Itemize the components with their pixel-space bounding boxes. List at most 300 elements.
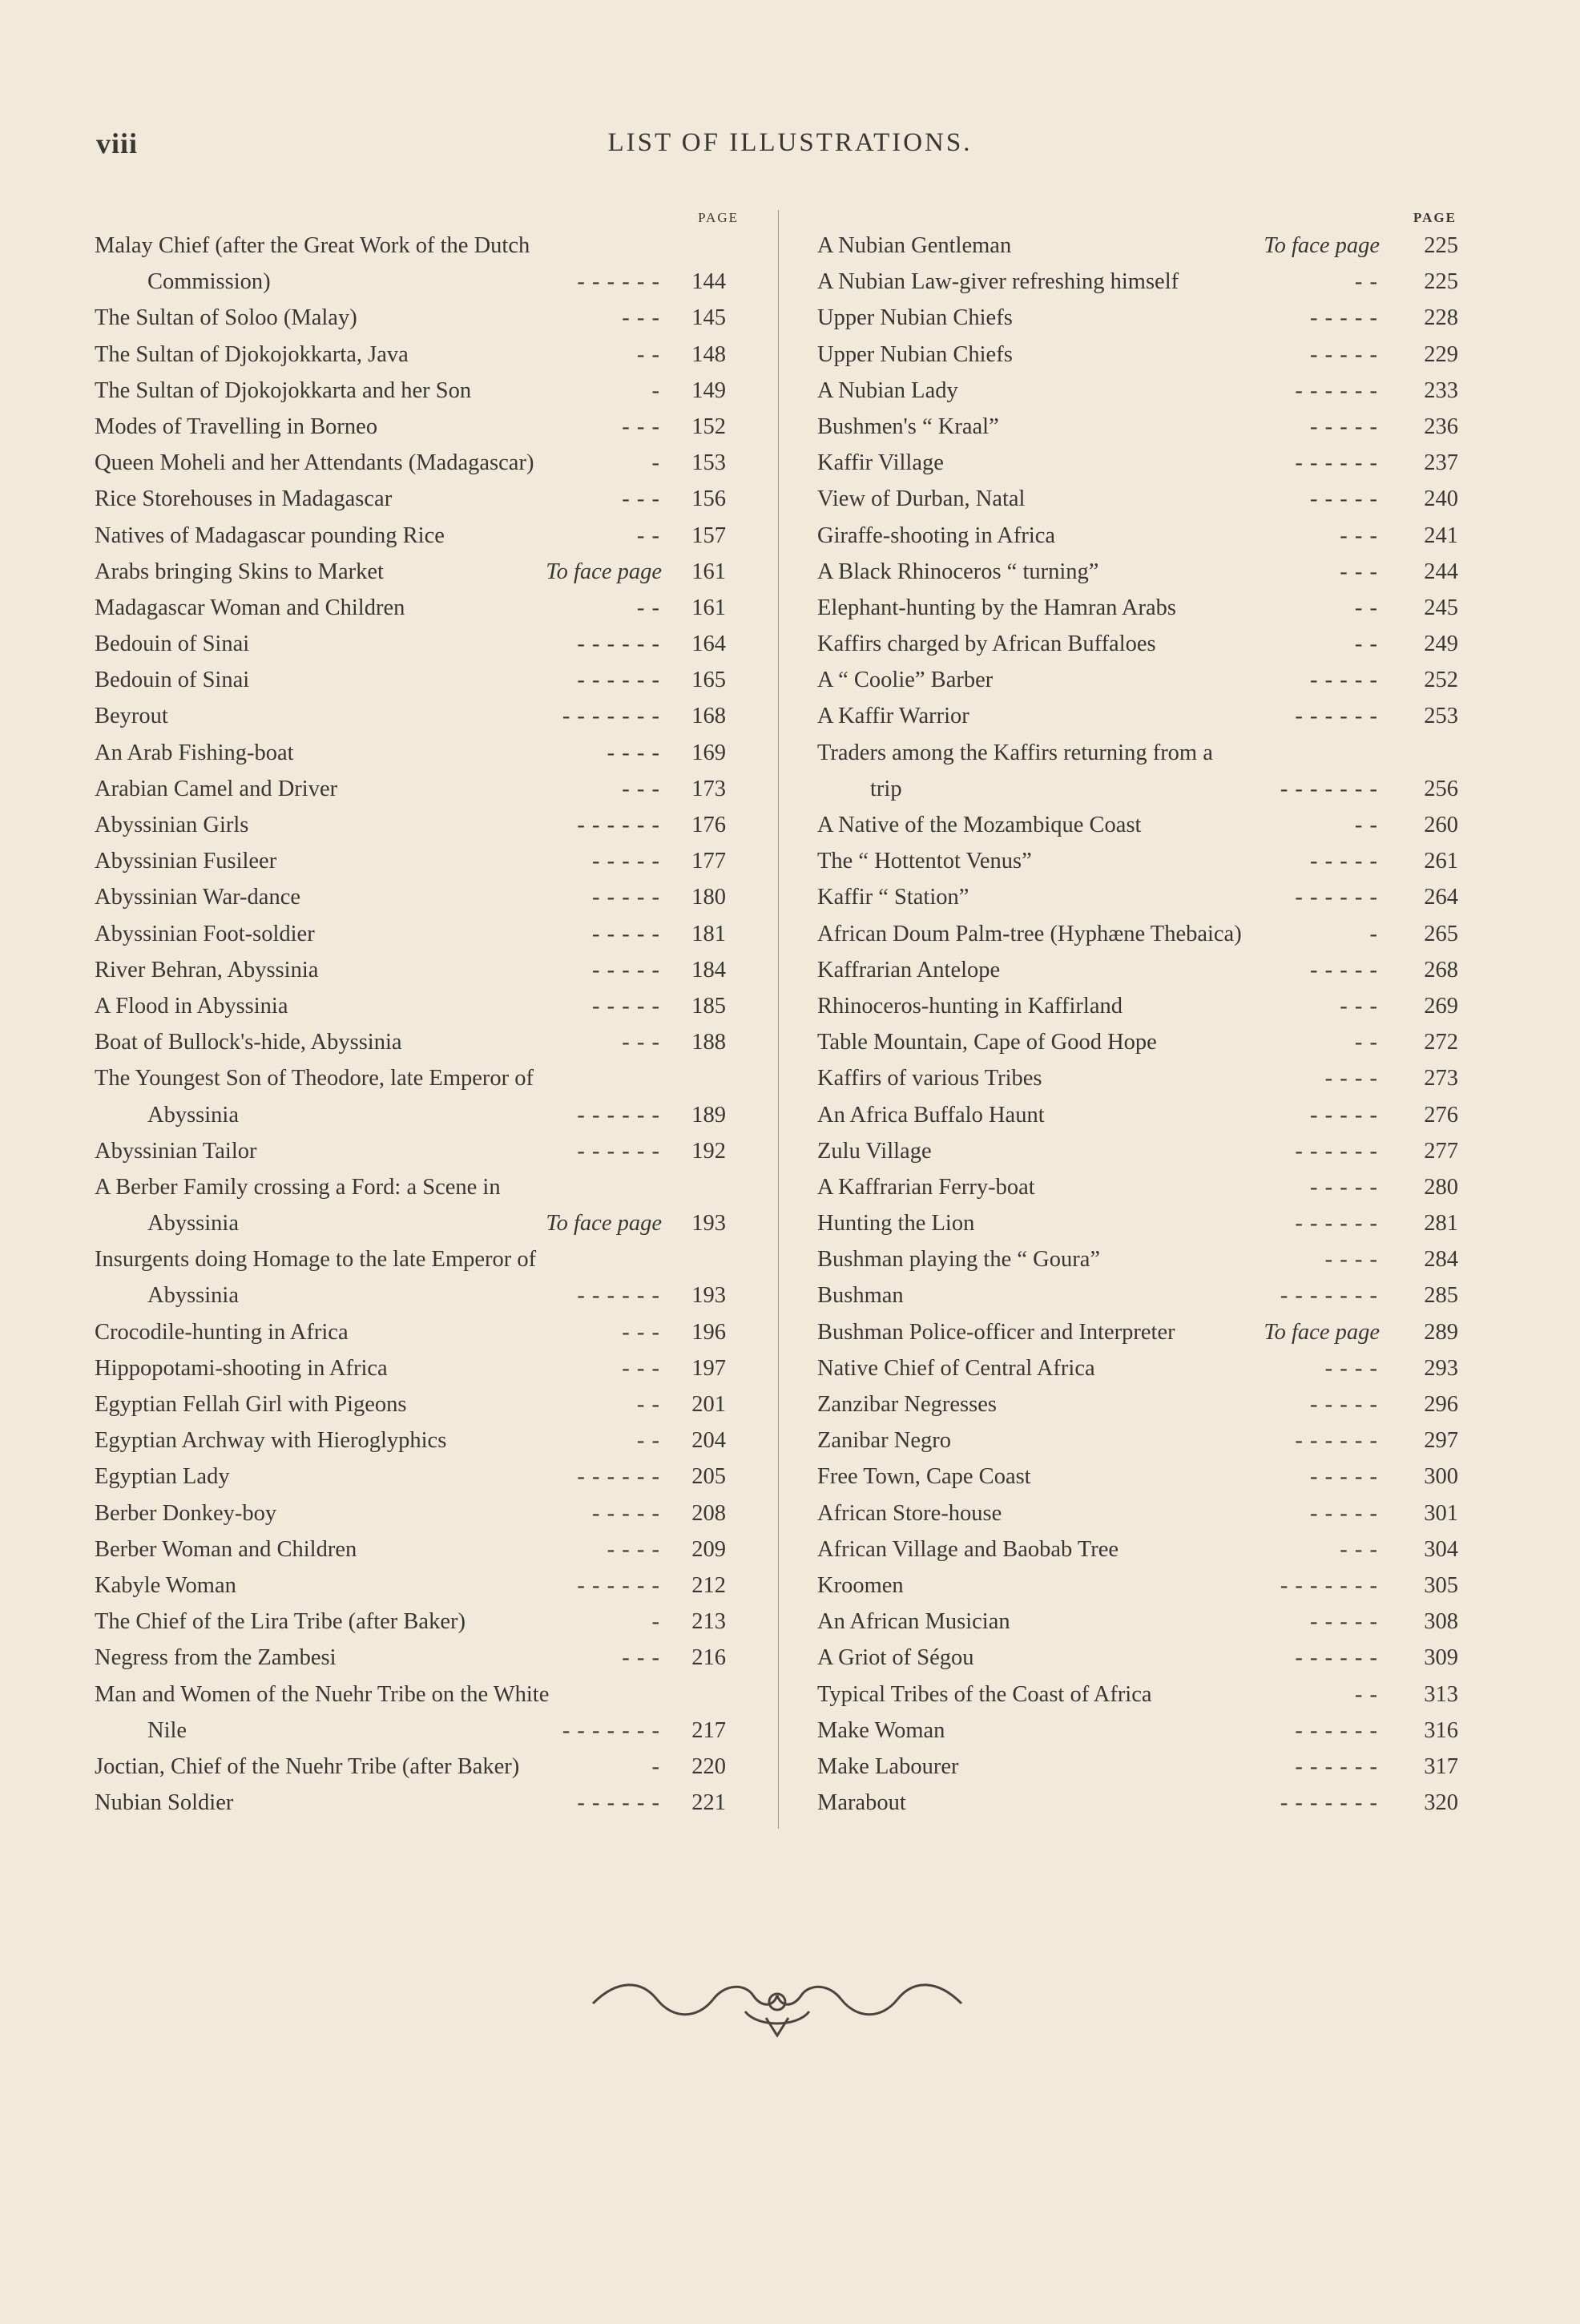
- leader-dashes: - - -: [622, 1030, 660, 1055]
- illustration-title: Native Chief of Central Africa: [817, 1355, 1095, 1381]
- leader-dashes: - -: [636, 595, 660, 620]
- leader-dashes: - -: [1354, 631, 1378, 657]
- illustration-entry: [817, 1097, 1458, 1133]
- page-reference: 181: [691, 921, 726, 946]
- leader-dashes: - - - - - - -: [1280, 776, 1378, 801]
- leader-dashes: - - - - - -: [1295, 1138, 1378, 1164]
- leader-dashes: -: [651, 1609, 660, 1635]
- leader-dashes: - - -: [622, 1355, 660, 1381]
- page-reference: 237: [1424, 450, 1458, 476]
- illustration-entry: [95, 807, 740, 843]
- illustration-entry: [95, 626, 740, 662]
- illustration-entry: [95, 843, 740, 879]
- leader-dashes: -: [651, 450, 660, 476]
- illustration-entry: [817, 264, 1458, 300]
- illustration-title: Typical Tribes of the Coast of Africa: [817, 1681, 1152, 1707]
- leader-dashes: - - - - -: [1310, 1174, 1378, 1200]
- illustration-title: The Sultan of Djokojokkarta and her Son: [95, 377, 472, 403]
- leader-dashes: - - -: [622, 776, 660, 801]
- leader-dashes: - - - - - -: [1295, 450, 1378, 476]
- illustration-title: Free Town, Cape Coast: [817, 1464, 1031, 1490]
- leader-dashes: - - - - -: [592, 849, 660, 874]
- leader-dashes: -: [651, 377, 660, 403]
- page-reference: 300: [1424, 1464, 1458, 1490]
- illustration-title: Bushmen's “ Kraal”: [817, 414, 999, 439]
- page-reference: 293: [1424, 1355, 1458, 1381]
- left-column: [95, 210, 740, 1821]
- illustration-entry: [95, 1604, 740, 1640]
- illustration-title: African Doum Palm-tree (Hyphæne Thebaica): [817, 921, 1242, 946]
- leader-dashes: - - - - - -: [577, 1102, 660, 1128]
- leader-dashes: - - - - -: [1310, 849, 1378, 874]
- leader-dashes: - - - - -: [1310, 1500, 1378, 1526]
- page-reference: 209: [691, 1536, 726, 1562]
- page-reference: 253: [1424, 704, 1458, 729]
- illustration-title: Upper Nubian Chiefs: [817, 341, 1013, 367]
- page-reference: 252: [1424, 668, 1458, 693]
- illustration-entry: [817, 698, 1458, 734]
- page-reference: 320: [1424, 1790, 1458, 1816]
- page-reference: 225: [1424, 233, 1458, 258]
- leader-dashes: - - - - - -: [1295, 704, 1378, 729]
- leader-dashes: - -: [636, 341, 660, 367]
- leader-dashes: - - - - -: [592, 957, 660, 982]
- illustration-title: Zanibar Negro: [817, 1428, 951, 1454]
- leader-dashes: - -: [636, 1428, 660, 1454]
- illustration-title: A Flood in Abyssinia: [95, 993, 288, 1019]
- page-reference: 192: [691, 1138, 726, 1164]
- page-column-header: PAGE: [1413, 210, 1457, 225]
- illustration-title: Kaffirs charged by African Buffaloes: [817, 631, 1156, 657]
- leader-dashes: - - -: [1340, 1536, 1378, 1562]
- leader-dashes: - - - - - - -: [562, 704, 660, 729]
- illustration-entry: [95, 1060, 740, 1096]
- leader-dashes: - - -: [622, 486, 660, 512]
- illustration-title: Modes of Travelling in Borneo: [95, 414, 378, 439]
- page-reference: 313: [1424, 1681, 1458, 1707]
- illustration-entry: [95, 879, 740, 915]
- illustration-title: The Sultan of Soloo (Malay): [95, 305, 357, 331]
- facing-page-note: To face page: [1264, 233, 1380, 258]
- leader-dashes: - - - -: [1324, 1355, 1378, 1381]
- illustration-entry: [95, 1459, 740, 1495]
- illustration-title: Bushman playing the “ Goura”: [817, 1247, 1100, 1273]
- page-reference: 240: [1424, 486, 1458, 512]
- leader-dashes: - - - - -: [1310, 957, 1378, 982]
- illustration-entry: [817, 228, 1458, 264]
- illustration-entry: [95, 988, 740, 1024]
- running-title: LIST OF ILLUSTRATIONS.: [607, 128, 973, 157]
- illustration-entry: [817, 1169, 1458, 1205]
- page-reference: 169: [691, 740, 726, 765]
- page-reference: 184: [691, 957, 726, 982]
- illustration-entry: [95, 445, 740, 481]
- illustration-title: Traders among the Kaffirs returning from a: [817, 740, 1213, 765]
- page-reference: 188: [691, 1030, 726, 1055]
- illustration-title: Kroomen: [817, 1572, 904, 1598]
- illustration-entry: [95, 1713, 740, 1749]
- illustration-entry: [817, 1640, 1458, 1676]
- leader-dashes: - - - - - -: [1295, 1428, 1378, 1454]
- illustration-entry: [95, 1314, 740, 1350]
- page-reference: 285: [1424, 1283, 1458, 1309]
- leader-dashes: - -: [1354, 595, 1378, 620]
- illustration-entry: [95, 1749, 740, 1785]
- leader-dashes: - - - - - -: [577, 1572, 660, 1598]
- illustration-title: African Village and Baobab Tree: [817, 1536, 1119, 1562]
- illustration-title: Arabian Camel and Driver: [95, 776, 338, 801]
- illustration-entry: [817, 1495, 1458, 1531]
- page-reference: 309: [1424, 1645, 1458, 1671]
- page-reference: 301: [1424, 1500, 1458, 1526]
- illustration-entry: [95, 228, 740, 264]
- right-column: [817, 210, 1458, 1821]
- page-reference: 244: [1424, 559, 1458, 584]
- illustration-entry: [817, 807, 1458, 843]
- illustration-entry: [95, 337, 740, 373]
- illustration-title: Zulu Village: [817, 1138, 932, 1164]
- illustration-title: Queen Moheli and her Attendants (Madagascar): [95, 450, 534, 476]
- leader-dashes: - - - - -: [1310, 1392, 1378, 1417]
- page-reference: 229: [1424, 341, 1458, 367]
- illustration-title: Rhinoceros-hunting in Kaffirland: [817, 993, 1123, 1019]
- illustration-entry: [95, 1277, 740, 1313]
- illustration-entry: [817, 879, 1458, 915]
- illustration-title: Abyssinian Tailor: [95, 1138, 257, 1164]
- page-reference: 216: [691, 1645, 726, 1671]
- page-reference: 260: [1424, 813, 1458, 837]
- page-reference: 153: [691, 450, 726, 476]
- page-reference: 165: [691, 668, 726, 693]
- page-reference: 241: [1424, 522, 1458, 548]
- illustration-entry: [95, 590, 740, 626]
- illustration-title: Bushman Police-officer and Interpreter: [817, 1319, 1175, 1345]
- illustration-entry: [817, 771, 1458, 807]
- page-reference: 180: [691, 885, 726, 910]
- leader-dashes: - - - - -: [1310, 1464, 1378, 1490]
- right-illustration-list: [817, 228, 1458, 1821]
- illustration-entry: [95, 1205, 740, 1241]
- page-reference: 272: [1424, 1030, 1458, 1055]
- illustration-title: Make Woman: [817, 1717, 945, 1743]
- illustration-title: Berber Donkey-boy: [95, 1500, 277, 1526]
- illustration-entry: [95, 1024, 740, 1060]
- illustration-title: Giraffe-shooting in Africa: [817, 522, 1056, 548]
- illustration-entry: [95, 1133, 740, 1169]
- illustration-entry: [817, 735, 1458, 771]
- leader-dashes: - - - - - - -: [562, 1717, 660, 1743]
- page-reference: 201: [691, 1392, 726, 1417]
- page-reference: 208: [691, 1500, 726, 1526]
- illustration-entry: [95, 1567, 740, 1604]
- page-reference: 317: [1424, 1753, 1458, 1779]
- page-reference: 228: [1424, 305, 1458, 331]
- leader-dashes: - - - - -: [1310, 668, 1378, 693]
- page-reference: 249: [1424, 631, 1458, 657]
- leader-dashes: - - - - - -: [577, 631, 660, 657]
- column-divider: [778, 210, 779, 1829]
- leader-dashes: - - - - - - -: [1280, 1790, 1378, 1816]
- page-reference: 185: [691, 993, 726, 1019]
- page-reference: 281: [1424, 1211, 1458, 1237]
- decorative-tailpiece-icon: [585, 1963, 969, 2048]
- illustration-title: Egyptian Archway with Hieroglyphics: [95, 1428, 447, 1454]
- illustration-title: Madagascar Woman and Children: [95, 595, 405, 620]
- illustration-title: Natives of Madagascar pounding Rice: [95, 522, 445, 548]
- page-reference: 176: [691, 813, 726, 837]
- leader-dashes: - -: [1354, 1030, 1378, 1055]
- page-reference: 193: [691, 1211, 726, 1237]
- illustration-title: Abyssinia: [147, 1211, 239, 1237]
- leader-dashes: - - - -: [607, 1536, 660, 1562]
- page-reference: 289: [1424, 1319, 1458, 1345]
- illustration-title: The “ Hottentot Venus”: [817, 849, 1032, 874]
- page-reference: 236: [1424, 414, 1458, 439]
- illustration-entry: [817, 300, 1458, 336]
- illustration-title: A Nubian Gentleman: [817, 233, 1012, 258]
- leader-dashes: - - - - -: [1310, 486, 1378, 512]
- illustration-title: Insurgents doing Homage to the late Emperor of: [95, 1247, 537, 1273]
- illustration-entry: [817, 1676, 1458, 1713]
- illustration-title: Kaffir Village: [817, 450, 944, 476]
- leader-dashes: - - - - - -: [1295, 1645, 1378, 1671]
- leader-dashes: - - - - - -: [577, 1464, 660, 1490]
- illustration-title: Nubian Soldier: [95, 1790, 234, 1816]
- leader-dashes: - - - - - -: [1295, 1211, 1378, 1237]
- illustration-title: Abyssinian Girls: [95, 813, 249, 837]
- illustration-title: A Kaffrarian Ferry-boat: [817, 1174, 1035, 1200]
- illustration-title: Negress from the Zambesi: [95, 1645, 337, 1671]
- leader-dashes: - - -: [622, 1319, 660, 1345]
- illustration-entry: [817, 1713, 1458, 1749]
- illustration-title: View of Durban, Natal: [817, 486, 1026, 512]
- page-reference: 149: [691, 377, 726, 403]
- illustration-entry: [95, 916, 740, 952]
- illustration-title: Zanzibar Negresses: [817, 1392, 997, 1417]
- page-reference: 296: [1424, 1392, 1458, 1417]
- leader-dashes: - - - - - -: [577, 269, 660, 295]
- illustration-entry: [95, 1169, 740, 1205]
- illustration-entry: [817, 1531, 1458, 1567]
- leader-dashes: - - - - -: [1310, 1102, 1378, 1128]
- illustration-entry: [817, 1386, 1458, 1422]
- illustration-title: Hunting the Lion: [817, 1211, 975, 1237]
- page-reference: 268: [1424, 957, 1458, 982]
- page-reference: 225: [1424, 269, 1458, 295]
- leader-dashes: - - - -: [1324, 1066, 1378, 1091]
- page-reference: 265: [1424, 921, 1458, 946]
- illustration-entry: [95, 662, 740, 698]
- page-reference: 161: [691, 595, 726, 620]
- leader-dashes: - - - - -: [592, 993, 660, 1019]
- illustration-title: trip: [870, 776, 902, 801]
- leader-dashes: - -: [636, 522, 660, 548]
- page-reference: 256: [1424, 776, 1458, 801]
- facing-page-note: To face page: [546, 559, 662, 584]
- page-reference: 213: [691, 1609, 726, 1635]
- leader-dashes: - - - -: [1324, 1247, 1378, 1273]
- page-reference: 164: [691, 631, 726, 657]
- illustration-title: Marabout: [817, 1790, 906, 1816]
- illustration-entry: [95, 518, 740, 554]
- page-reference: 212: [691, 1572, 726, 1598]
- illustration-title: Boat of Bullock's-hide, Abyssinia: [95, 1030, 402, 1055]
- illustration-title: Make Labourer: [817, 1753, 959, 1779]
- illustration-title: Abyssinian Fusileer: [95, 849, 277, 874]
- illustration-title: Malay Chief (after the Great Work of the Dutch: [95, 233, 530, 258]
- page-reference: 204: [691, 1428, 726, 1454]
- illustration-entry: [817, 1567, 1458, 1604]
- illustration-entry: [817, 445, 1458, 481]
- illustration-entry: [817, 1604, 1458, 1640]
- page-reference: 273: [1424, 1066, 1458, 1091]
- page-reference: 297: [1424, 1428, 1458, 1454]
- page-reference: 316: [1424, 1717, 1458, 1743]
- page-column-header: PAGE: [698, 210, 739, 225]
- illustration-entry: [817, 1241, 1458, 1277]
- illustration-entry: [817, 1350, 1458, 1386]
- illustration-entry: [817, 626, 1458, 662]
- page-reference: 197: [691, 1355, 726, 1381]
- illustration-title: A Berber Family crossing a Ford: a Scene in: [95, 1174, 501, 1200]
- illustration-title: An Arab Fishing-boat: [95, 740, 294, 765]
- illustration-entry: [95, 554, 740, 590]
- illustration-entry: [95, 735, 740, 771]
- page-reference: 261: [1424, 849, 1458, 874]
- page-reference: 145: [691, 305, 726, 331]
- illustration-entry: [817, 1277, 1458, 1313]
- leader-dashes: - - -: [1340, 559, 1378, 584]
- illustration-title: Kaffir “ Station”: [817, 885, 969, 910]
- illustration-title: A Griot of Ségou: [817, 1645, 974, 1671]
- illustration-title: Rice Storehouses in Madagascar: [95, 486, 393, 512]
- leader-dashes: - - -: [1340, 993, 1378, 1019]
- page-reference: 276: [1424, 1102, 1458, 1128]
- illustration-entry: [817, 518, 1458, 554]
- page-reference: 217: [691, 1717, 726, 1743]
- illustration-entry: [817, 1024, 1458, 1060]
- leader-dashes: - - - - -: [1310, 414, 1378, 439]
- illustration-title: A Native of the Mozambique Coast: [817, 813, 1142, 837]
- illustration-title: Man and Women of the Nuehr Tribe on the White: [95, 1681, 550, 1707]
- illustration-entry: [817, 662, 1458, 698]
- page-number: viii: [96, 127, 139, 159]
- page-reference: 156: [691, 486, 726, 512]
- illustration-title: A Kaffir Warrior: [817, 704, 969, 729]
- illustration-title: Abyssinian War-dance: [95, 885, 300, 910]
- illustration-entry: [95, 698, 740, 734]
- left-illustration-list: [95, 228, 740, 1821]
- illustration-entry: [95, 264, 740, 300]
- page-reference: 304: [1424, 1536, 1458, 1562]
- page-reference: 305: [1424, 1572, 1458, 1598]
- page-reference: 173: [691, 776, 726, 801]
- leader-dashes: - - - - - -: [577, 813, 660, 837]
- illustration-title: River Behran, Abyssinia: [95, 957, 319, 982]
- illustration-entry: [817, 1459, 1458, 1495]
- page-reference: 168: [691, 704, 726, 729]
- illustration-entry: [817, 952, 1458, 988]
- leader-dashes: - -: [636, 1392, 660, 1417]
- illustration-title: African Store-house: [817, 1500, 1002, 1526]
- illustration-title: Abyssinia: [147, 1283, 239, 1309]
- illustration-title: Egyptian Fellah Girl with Pigeons: [95, 1392, 407, 1417]
- leader-dashes: - - - - -: [1310, 305, 1378, 331]
- illustration-entry: [95, 1640, 740, 1676]
- illustration-entry: [817, 554, 1458, 590]
- page-reference: 196: [691, 1319, 726, 1345]
- illustration-title: Abyssinia: [147, 1102, 239, 1128]
- illustration-title: A Black Rhinoceros “ turning”: [817, 559, 1099, 584]
- illustration-entry: [95, 1422, 740, 1459]
- illustration-title: Bushman: [817, 1283, 904, 1309]
- illustration-entry: [817, 1314, 1458, 1350]
- illustration-entry: [817, 843, 1458, 879]
- illustration-title: Abyssinian Foot-soldier: [95, 921, 315, 946]
- page-reference: 308: [1424, 1609, 1458, 1635]
- illustration-entry: [95, 1676, 740, 1713]
- page-reference: 277: [1424, 1138, 1458, 1164]
- illustration-entry: [817, 409, 1458, 445]
- leader-dashes: - - - - - -: [1295, 885, 1378, 910]
- illustration-title: Upper Nubian Chiefs: [817, 305, 1013, 331]
- illustration-entry: [817, 373, 1458, 409]
- illustration-entry: [817, 1422, 1458, 1459]
- illustration-entry: [95, 952, 740, 988]
- illustration-title: Joctian, Chief of the Nuehr Tribe (after Baker): [95, 1753, 520, 1779]
- facing-page-note: To face page: [1264, 1319, 1380, 1345]
- illustration-entry: [817, 337, 1458, 373]
- leader-dashes: - - - - - -: [577, 1283, 660, 1309]
- page-reference: 233: [1424, 377, 1458, 403]
- illustration-title: Hippopotami-shooting in Africa: [95, 1355, 388, 1381]
- illustration-entry: [95, 409, 740, 445]
- illustration-title: Commission): [147, 269, 271, 295]
- illustration-entry: [817, 1133, 1458, 1169]
- illustration-title: A “ Coolie” Barber: [817, 668, 994, 693]
- leader-dashes: - - - - - -: [1295, 377, 1378, 403]
- page-reference: 245: [1424, 595, 1458, 620]
- page-reference: 280: [1424, 1174, 1458, 1200]
- illustration-entry: [817, 1785, 1458, 1821]
- illustration-entry: [95, 481, 740, 517]
- illustration-entry: [95, 1097, 740, 1133]
- illustration-entry: [95, 1531, 740, 1567]
- leader-dashes: - - - - - -: [577, 1790, 660, 1816]
- illustration-title: An African Musician: [817, 1609, 1010, 1635]
- page-reference: 144: [691, 269, 726, 295]
- leader-dashes: - - - -: [607, 740, 660, 765]
- illustration-title: Kabyle Woman: [95, 1572, 236, 1598]
- leader-dashes: - - -: [1340, 522, 1378, 548]
- leader-dashes: -: [651, 1753, 660, 1779]
- illustration-title: A Nubian Law-giver refreshing himself: [817, 269, 1179, 295]
- page-reference: 269: [1424, 993, 1458, 1019]
- page-reference: 264: [1424, 885, 1458, 910]
- illustration-title: Elephant-hunting by the Hamran Arabs: [817, 595, 1176, 620]
- page-reference: 221: [691, 1790, 726, 1816]
- page-reference: 161: [691, 559, 726, 584]
- illustration-entry: [95, 1241, 740, 1277]
- illustration-entry: [817, 916, 1458, 952]
- illustration-entry: [95, 771, 740, 807]
- illustration-title: The Chief of the Lira Tribe (after Baker): [95, 1609, 466, 1635]
- leader-dashes: - - - - -: [592, 921, 660, 946]
- leader-dashes: - - - - - -: [1295, 1717, 1378, 1743]
- illustration-title: Kaffrarian Antelope: [817, 957, 1001, 982]
- page-reference: 220: [691, 1753, 726, 1779]
- leader-dashes: - - - - -: [592, 885, 660, 910]
